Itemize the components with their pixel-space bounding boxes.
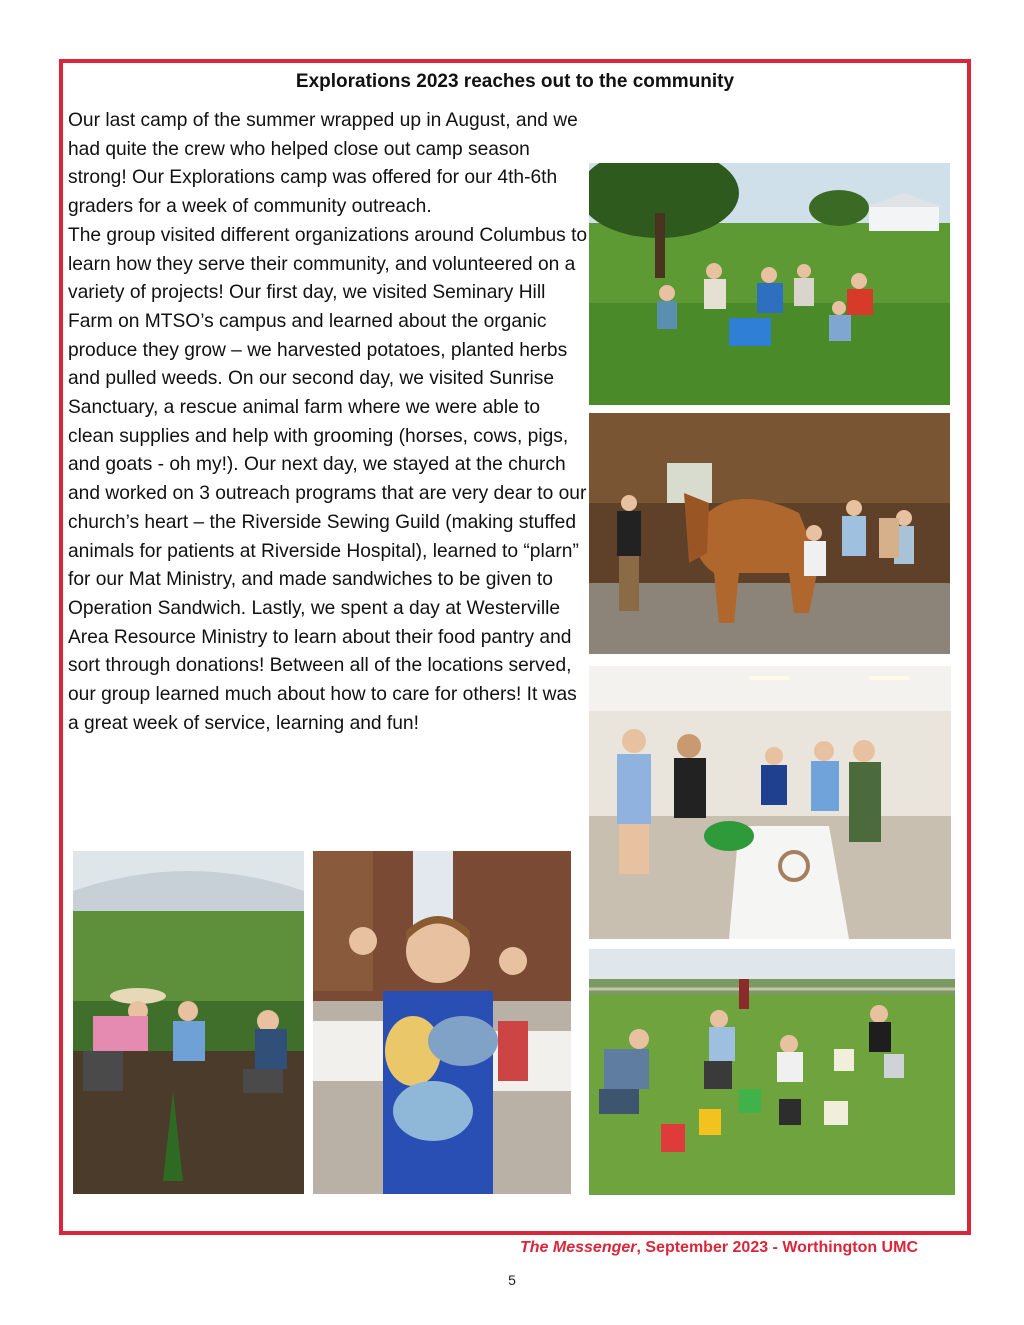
article-paragraph: The group visited different organizations around Columbus to learn how they serve their community, and volunteered on a variety of projects! Our first day, we visited Seminary Hill Farm on MTSO’s campus and learned about the organic produce they grow – we harvested potatoes, planted herbs and pulled weeds. On our second day, we visited Sunrise Sanctuary, a rescue animal farm where we were able to clean supplies and help with grooming (horses, cows, pigs, and goats - oh my!). Our next day, we stayed at the church and worked on 3 outreach programs that are very dear to our church’s heart – the Riverside Sewing Guild (making stuffed animals for patients at Riverside Hospital), learned to “plarn” for our Mat Ministry, and made sandwiches to be given to Operation Sandwich. Lastly, we spent a day at Westerville Area Resource Ministry to learn about their food pantry and sort through donations! Between all of the locations served, our group learned much about how to care for others! It was a great week of service, learning and fun! [68, 224, 588, 734]
article-frame [59, 59, 971, 1235]
footer-publication [520, 1239, 918, 1257]
publication-date-church: , September 2023 - Worthington UMC [636, 1239, 918, 1256]
article-body [68, 107, 588, 738]
page-number: 5 [508, 1272, 516, 1288]
photo-horse-grooming [589, 413, 950, 654]
article-paragraph: Our last camp of the summer wrapped up in August, and we had quite the crew who helped close out camp season strong! Our Explorations camp was offered for our 4th-6th graders for a week of community outreach. [68, 110, 578, 218]
photo-boy-stuffed-animals [313, 851, 571, 1194]
publication-name: The Messenger [520, 1239, 637, 1256]
photo-garden-harvest [73, 851, 304, 1194]
photo-field-buckets [589, 949, 955, 1195]
photo-group-picnic [589, 163, 950, 405]
article-title: Explorations 2023 reaches out to the community [295, 71, 735, 92]
photo-plarn-making [589, 666, 951, 939]
